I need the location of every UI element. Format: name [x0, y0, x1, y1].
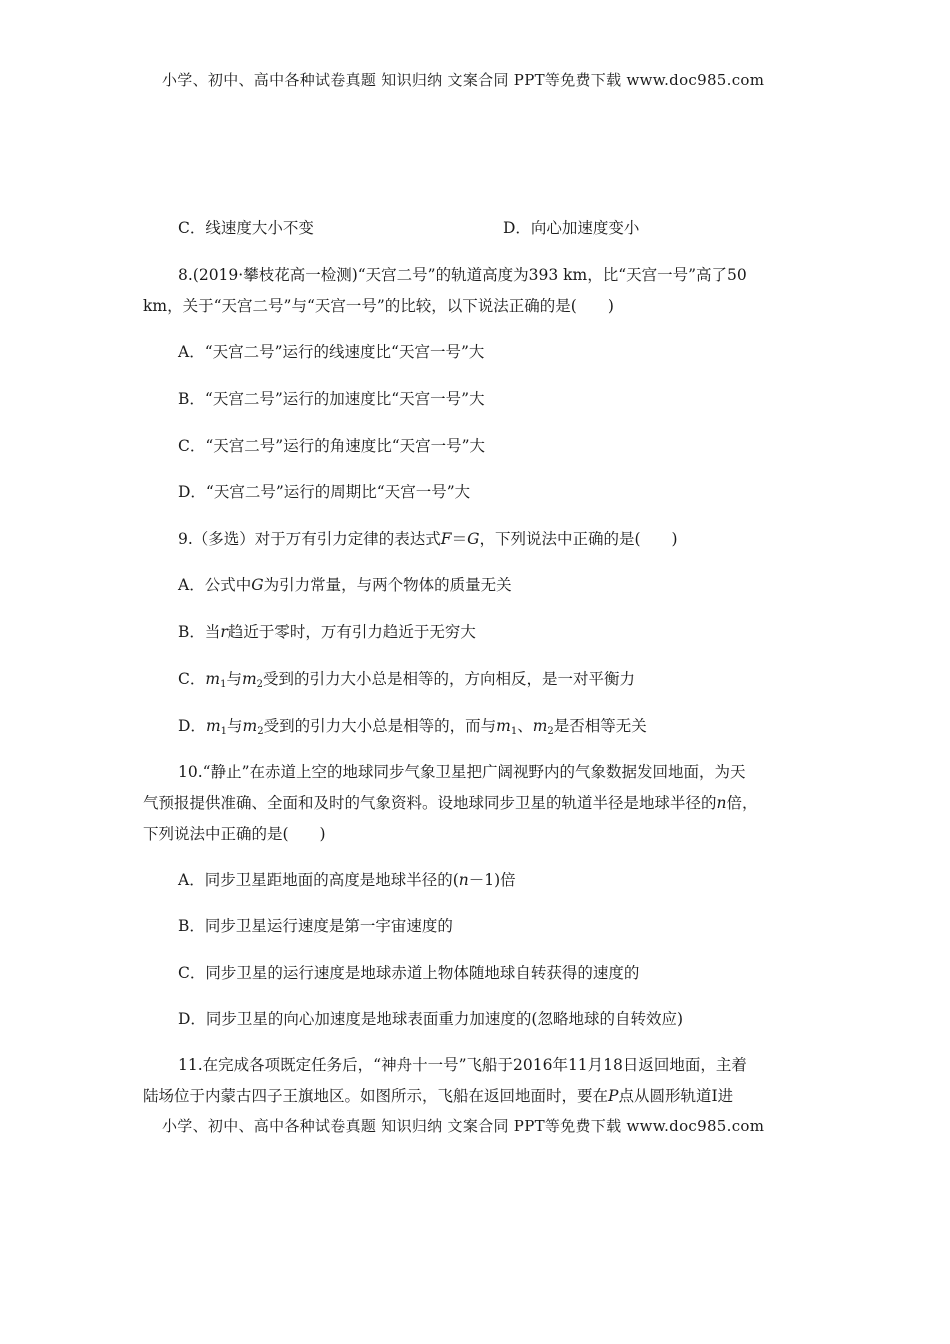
question-9-option-d	[178, 716, 647, 736]
prev-question-option-c: C．线速度大小不变	[178, 219, 314, 237]
formula-g: G	[467, 530, 480, 548]
symbol-p: P	[608, 1087, 619, 1105]
option-d-prefix: D．	[178, 717, 206, 735]
question-10-option-d: D．同步卫星的向心加速度是地球表面重力加速度的(忽略地球的自转效应)	[178, 1010, 684, 1028]
symbol-m1: m	[205, 670, 221, 688]
stem-line2-text: 气预报提供准确、全面和及时的气象资料。设地球同步卫星的轨道半径是地球半径的	[143, 794, 717, 812]
question-8-option-d: D．“天宫二号”运行的周期比“天宫一号”大	[178, 483, 471, 501]
symbol-m1: m	[205, 717, 221, 735]
option-c-prefix: C．	[178, 670, 206, 688]
question-8-option-a: A．“天宫二号”运行的线速度比“天宫一号”大	[178, 343, 485, 361]
question-9-option-b	[178, 622, 476, 642]
question-10-stem-line2	[143, 793, 758, 813]
subscript-2: 2	[257, 726, 264, 737]
question-8-option-b: B．“天宫二号”运行的加速度比“天宫一号”大	[178, 390, 485, 408]
symbol-m2: m	[532, 717, 548, 735]
symbol-r: r	[220, 623, 228, 641]
subscript-1: 1	[220, 679, 227, 690]
option-a-prefix: A．公式中	[178, 576, 252, 594]
symbol-m2: m	[242, 717, 258, 735]
option-c-text: 受到的引力大小总是相等的，方向相反，是一对平衡力	[263, 670, 636, 688]
option-a-text: 为引力常量，与两个物体的质量无关	[263, 576, 512, 594]
symbol-m1: m	[496, 717, 511, 735]
question-10-stem-line1: 10.“静止”在赤道上空的地球同步气象卫星把广阔视野内的气象数据发回地面，为天	[178, 763, 746, 781]
question-11-stem-line2	[143, 1086, 733, 1106]
symbol-g: G	[251, 576, 264, 594]
word-with: 与	[227, 717, 243, 735]
question-10-option-a	[178, 870, 516, 890]
question-9-option-a	[178, 575, 512, 595]
stem-line2-text: 陆场位于内蒙古四子王旗地区。如图所示，飞船在返回地面时，要在	[143, 1087, 609, 1105]
option-a-tail: －1)倍	[468, 871, 516, 889]
subscript-2: 2	[547, 726, 554, 737]
question-10-stem-line3: 下列说法中正确的是( )	[143, 825, 326, 843]
option-b-text: 趋近于零时，万有引力趋近于无穷大	[227, 623, 476, 641]
symbol-m2: m	[241, 670, 257, 688]
prev-question-option-d: D．向心加速度变小	[503, 219, 640, 237]
question-10-option-b: B．同步卫星运行速度是第一宇宙速度的	[178, 917, 453, 935]
question-9-option-c	[178, 669, 635, 689]
option-d-middle: 受到的引力大小总是相等的，而与	[263, 717, 497, 735]
page-header: 小学、初中、高中各种试卷真题 知识归纳 文案合同 PPT等免费下载 www.doc985.com	[162, 71, 765, 89]
option-a-prefix: A．同步卫星距地面的高度是地球半径的(	[178, 871, 459, 889]
symbol-n: n	[716, 794, 727, 812]
question-9-stem-tail: ，下列说法中正确的是( )	[479, 530, 678, 548]
question-8-stem-line2: km，关于“天宫二号”与“天宫一号”的比较，以下说法正确的是( )	[143, 297, 614, 315]
stem-line2-tail: 倍，	[726, 794, 758, 812]
subscript-1: 1	[220, 726, 228, 737]
question-10-option-c: C．同步卫星的运行速度是地球赤道上物体随地球自转获得的速度的	[178, 964, 640, 982]
question-11-stem-line1: 11.在完成各项既定任务后，“神舟十一号”飞船于2016年11月18日返回地面，主着	[178, 1056, 747, 1074]
formula-f: F	[440, 530, 452, 548]
question-9-stem	[178, 529, 678, 549]
formula-equals: ＝	[451, 530, 468, 548]
symbol-n: n	[458, 871, 469, 889]
question-8-stem-line1: 8.(2019·攀枝花高一检测)“天宫二号”的轨道高度为393 km，比“天宫一号”高了50	[178, 266, 747, 284]
option-d-text: 是否相等无关	[553, 717, 647, 735]
question-8-option-c: C．“天宫二号”运行的角速度比“天宫一号”大	[178, 437, 486, 455]
word-with: 与	[226, 670, 242, 688]
page-footer: 小学、初中、高中各种试卷真题 知识归纳 文案合同 PPT等免费下载 www.doc985.com	[162, 1117, 765, 1135]
subscript-1: 1	[510, 726, 518, 737]
subscript-2: 2	[256, 679, 264, 690]
question-9-stem-text: 9.（多选）对于万有引力定律的表达式	[178, 530, 441, 548]
separator: 、	[517, 717, 533, 735]
stem-line2-tail: 点从圆形轨道Ⅰ进	[618, 1087, 734, 1105]
option-b-prefix: B．当	[178, 623, 221, 641]
